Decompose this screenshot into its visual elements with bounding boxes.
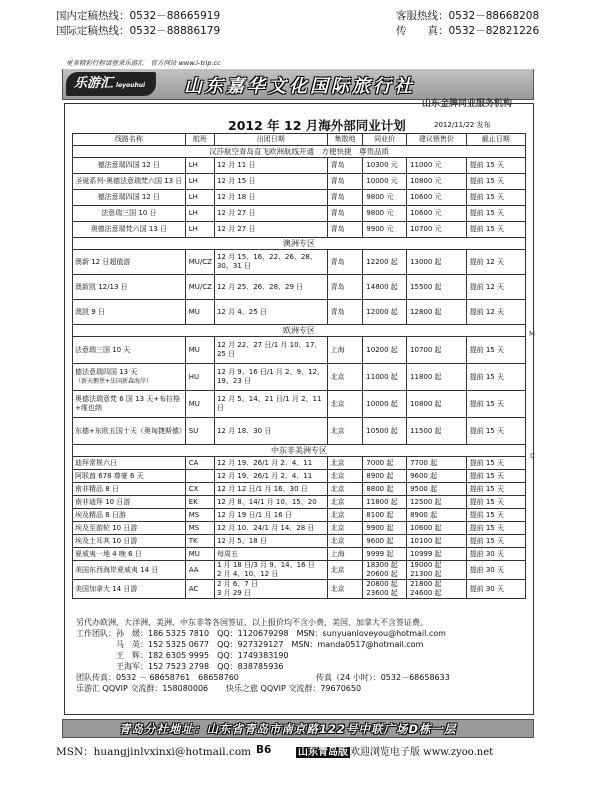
- table-cell: 14800 起: [363, 275, 407, 300]
- table-cell: 10700 元: [407, 222, 467, 238]
- cell-line: 2 月 4、10、12 日: [216, 570, 279, 578]
- table-cell: 青岛: [327, 206, 363, 222]
- tour-table: [72, 133, 526, 599]
- col-flight: 航班: [185, 134, 214, 146]
- table-cell: 12 月 10、24/1 月 14、28 日: [214, 522, 327, 535]
- table-cell: 提前 12 天: [466, 275, 525, 300]
- table-cell: 8900 起: [363, 470, 407, 483]
- table-cell: LH: [185, 222, 214, 238]
- table-cell: LH: [185, 190, 214, 206]
- col-city: 集散地: [327, 134, 363, 146]
- table-row: [73, 548, 526, 561]
- table-cell: 8100 起: [363, 509, 407, 522]
- table-cell: CA: [185, 457, 214, 470]
- table-cell: 10600 元: [407, 206, 467, 222]
- branch-address-bar: 青岛分社地址：山东省青岛市南京路122号中联广场D栋一层: [62, 719, 534, 738]
- col-retail-price: 建议销售价: [407, 134, 467, 146]
- table-row: [73, 222, 526, 238]
- table-cell: 南非精品 8 日: [73, 483, 186, 496]
- table-cell: 澳新凯 12/13 日: [73, 275, 186, 300]
- table-cell: MU/CZ: [185, 250, 214, 275]
- table-cell: 北京: [327, 364, 363, 391]
- table-cell: SU: [185, 418, 214, 445]
- table-cell: 提前 15 天: [466, 509, 525, 522]
- table-cell: [73, 364, 186, 391]
- table-row: [73, 561, 526, 580]
- table-cell: 提前 30 天: [466, 580, 525, 599]
- table-cell: 10700 起: [407, 337, 467, 364]
- table-row: [73, 522, 526, 535]
- table-cell: 北京: [327, 470, 363, 483]
- table-cell: 11500 起: [407, 418, 467, 445]
- table-cell: 奥德法瑞意梵 6 国 13 天+布拉格+维也纳: [73, 391, 186, 418]
- cell-line: 21800 起: [410, 580, 442, 588]
- table-row: [73, 580, 526, 599]
- table-cell: 青岛: [327, 300, 363, 325]
- table-cell: 提前 15 天: [466, 174, 525, 190]
- table-cell: 澳凯 9 日: [73, 300, 186, 325]
- cell-line: 24600 起: [410, 589, 442, 597]
- table-cell: 北京: [327, 483, 363, 496]
- table-cell: 提前 15 天: [466, 364, 525, 391]
- table-row: [73, 535, 526, 548]
- table-cell: 南非迪拜 10 日游: [73, 496, 186, 509]
- table-cell: EK: [185, 496, 214, 509]
- qq-row: 乐游汇 QQVIP 交流群：158080006 快乐之旅 QQVIP 交流群：79670650: [76, 684, 362, 693]
- contact-2: 马 英：152 5325 0677 QQ：927329127 MSN：manda0517@hotmail.com: [116, 640, 424, 649]
- table-row: [73, 457, 526, 470]
- table-cell: 10300 元: [363, 158, 407, 174]
- footer-brand: 山东青岛版 欢迎浏览电子版 www.zyoo.net: [298, 747, 494, 758]
- table-cell: HU: [185, 364, 214, 391]
- section-row: [73, 146, 526, 158]
- table-cell: 提前 30 天: [466, 561, 525, 580]
- table-cell: 北京: [327, 580, 363, 599]
- alliance-tag: 山东金牌同业服务机构: [422, 99, 513, 109]
- table-cell: MU: [185, 391, 214, 418]
- table-cell: 12 月 9、16 日/1 月 2、9、12、19、23 日: [214, 364, 327, 391]
- contact-4: 王海军：152 7523 2798 QQ：838785936: [116, 662, 284, 671]
- table-cell: 埃及土耳其 10 日游: [73, 535, 186, 548]
- table-cell: 10500 起: [363, 418, 407, 445]
- section-row: [73, 238, 526, 250]
- table-row: [73, 275, 526, 300]
- table-row: [73, 509, 526, 522]
- table-cell: [363, 561, 407, 580]
- table-cell: 10800 起: [407, 391, 467, 418]
- table-cell: 12 月 15 日: [214, 174, 327, 190]
- brand-logo: 乐游汇 leyouhui: [66, 72, 156, 96]
- cell-line: 18300 起: [366, 561, 398, 569]
- table-cell: 9800 元: [363, 206, 407, 222]
- service-hotline: 客服热线：0532－88668208: [396, 10, 540, 22]
- contact-row: 工作团队：孙 媛：186 5325 7810 QQ：1120679298 MSN：sunyuanloveyou@hotmail.com: [76, 629, 446, 638]
- table-cell: 美国加拿大 14 日游: [73, 580, 186, 599]
- table-cell: 北京: [327, 535, 363, 548]
- table-cell: 夏威夷一地 4 晚 6 日: [73, 548, 186, 561]
- cell-line: 19000 起: [410, 561, 442, 569]
- table-cell: 7700 起: [407, 457, 467, 470]
- table-cell: 美国东西海岸夏威夷 14 日: [73, 561, 186, 580]
- table-cell: 9900 元: [363, 222, 407, 238]
- side-mark-m: M: [528, 330, 535, 338]
- table-row: [73, 250, 526, 275]
- table-cell: 青岛: [327, 222, 363, 238]
- footer-msn: MSN：huangjinlvxinxi@hotmail.com: [56, 746, 252, 758]
- table-cell: 法意瑞三国 10 天: [73, 337, 186, 364]
- table-cell: 8900 起: [407, 509, 467, 522]
- route-note: （新天鹅堡+法国新森海岸）: [75, 378, 153, 385]
- table-cell: 12 月 12 日/1 月 16、30 日: [214, 483, 327, 496]
- table-cell: 提前 15 天: [466, 470, 525, 483]
- table-cell: CX: [185, 483, 214, 496]
- table-cell: 青岛: [327, 190, 363, 206]
- table-cell: 北京: [327, 496, 363, 509]
- table-row: [73, 158, 526, 174]
- table-cell: 12 月 22、27 日/1 月 10、17、25 日: [214, 337, 327, 364]
- table-cell: 法意瑞三国 10 日: [73, 206, 186, 222]
- page-number: B6: [256, 744, 272, 756]
- table-cell: 11800 起: [363, 496, 407, 509]
- table-cell: 提前 15 天: [466, 190, 525, 206]
- table-cell: 迪拜常规六日: [73, 457, 186, 470]
- contact-3: 王 辉：182 6305 9995 QQ：1749383190: [116, 651, 289, 660]
- table-cell: 提前 15 天: [466, 222, 525, 238]
- table-cell: LH: [185, 174, 214, 190]
- col-deadline: 截止日期: [466, 134, 525, 146]
- section-row: [73, 445, 526, 457]
- table-row: [73, 206, 526, 222]
- table-cell: 10000 起: [363, 391, 407, 418]
- cell-line: 20800 起: [366, 580, 398, 588]
- visa-note: 另代办欧洲、大洋洲、美洲、中东非等各国签证，以上报价均不含小费，美国、加拿大不含签证费。: [76, 618, 428, 627]
- table-cell: 10800 元: [407, 174, 467, 190]
- table-cell: 10200 起: [363, 337, 407, 364]
- table-cell: 12 月 19 日/1 月 16 日: [214, 509, 327, 522]
- table-cell: 9600 起: [407, 470, 467, 483]
- cell-line: 2 月 6、7 日: [216, 580, 258, 588]
- table-cell: 12500 起: [407, 496, 467, 509]
- section-title: 汉莎航空青岛直飞欧洲航线开通 方便快捷 尊贵品质: [73, 146, 526, 158]
- table-cell: [185, 470, 214, 483]
- table-cell: TK: [185, 535, 214, 548]
- table-cell: MU: [185, 337, 214, 364]
- table-cell: 12200 起: [363, 250, 407, 275]
- table-cell: AA: [185, 561, 214, 580]
- table-cell: 12 月 18 日: [214, 190, 327, 206]
- table-cell: MS: [185, 522, 214, 535]
- table-cell: 9900 起: [363, 522, 407, 535]
- table-row: [73, 364, 526, 391]
- table-row: [73, 496, 526, 509]
- table-cell: 提前 15 天: [466, 496, 525, 509]
- agency-name: 山东嘉华文化国际旅行社: [184, 76, 415, 97]
- table-row: [73, 300, 526, 325]
- table-cell: 提前 15 天: [466, 418, 525, 445]
- table-cell: [363, 580, 407, 599]
- contact-1: 孙 媛：186 5325 7810 QQ：1120679298 MSN：sunyuanloveyou@hotmail.com: [116, 629, 446, 638]
- table-cell: 北京: [327, 418, 363, 445]
- table-cell: 提前 15 天: [466, 206, 525, 222]
- table-cell: 11000 元: [407, 158, 467, 174]
- table-cell: [407, 561, 467, 580]
- cell-line: 3 月 29 日: [216, 589, 251, 597]
- table-cell: MU: [185, 548, 214, 561]
- table-cell: 12 月 18、30 日: [214, 418, 327, 445]
- cell-line: 23600 起: [366, 589, 398, 597]
- fax-number: 传 真：0532－82821226: [396, 25, 540, 37]
- table-cell: 12 月 5、14、21 日/1 月 2、11 日: [214, 391, 327, 418]
- table-cell: 11800 起: [407, 364, 467, 391]
- table-cell: 12 月 19、26/1 月 2、4、11: [214, 470, 327, 483]
- table-cell: 12 月 5、18 日: [214, 535, 327, 548]
- table-cell: 10000 元: [363, 174, 407, 190]
- table-cell: 北京: [327, 522, 363, 535]
- table-cell: 北京: [327, 457, 363, 470]
- table-cell: 13000 起: [407, 250, 467, 275]
- table-cell: 提前 30 天: [466, 548, 525, 561]
- table-cell: 澳新 12 日超值游: [73, 250, 186, 275]
- table-cell: 提前 15 天: [466, 483, 525, 496]
- table-cell: 提前 12 天: [466, 300, 525, 325]
- table-row: [73, 337, 526, 364]
- table-cell: 10100 起: [407, 535, 467, 548]
- table-cell: 10600 起: [407, 522, 467, 535]
- table-cell: 提前 12 天: [466, 250, 525, 275]
- domestic-hotline: 国内定稿热线：0532－88665919: [56, 10, 221, 22]
- table-cell: 青岛: [327, 158, 363, 174]
- table-cell: 北京: [327, 561, 363, 580]
- table-cell: 埃及精品 8 日游: [73, 509, 186, 522]
- table-cell: 每周五: [214, 548, 327, 561]
- table-cell: 9500 起: [407, 483, 467, 496]
- table-cell: 10999 起: [407, 548, 467, 561]
- table-cell: 提前 15 天: [466, 391, 525, 418]
- table-cell: [214, 561, 327, 580]
- table-cell: 提前 15 天: [466, 522, 525, 535]
- notes-block: [76, 617, 450, 694]
- section-row: [73, 325, 526, 337]
- section-title: 中东非美洲专区: [73, 445, 526, 457]
- table-cell: 12 月 15、16、22、26、28、30、31 日: [214, 250, 327, 275]
- table-row: [73, 190, 526, 206]
- fax-row: 团队传真：0532 － 68658761 68658760 传真（24 小时）：0532－68658633: [76, 673, 450, 682]
- table-cell: 提前 15 天: [466, 457, 525, 470]
- table-cell: 德法意瑞四国 12 日: [73, 158, 186, 174]
- table-row: [73, 483, 526, 496]
- table-cell: AC: [185, 580, 214, 599]
- table-cell: 青岛: [327, 250, 363, 275]
- table-row: [73, 174, 526, 190]
- table-cell: MS: [185, 509, 214, 522]
- table-cell: 提前 15 天: [466, 337, 525, 364]
- table-cell: 12800 起: [407, 300, 467, 325]
- table-cell: 9800 元: [363, 190, 407, 206]
- table-cell: 12 月 27 日: [214, 206, 327, 222]
- table-cell: LH: [185, 206, 214, 222]
- table-cell: 15500 起: [407, 275, 467, 300]
- table-cell: [214, 580, 327, 599]
- table-header-row: [73, 134, 526, 146]
- intl-hotline: 国际定稿热线：0532－88886179: [56, 25, 221, 37]
- table-cell: 提前 15 天: [466, 535, 525, 548]
- publish-date: 2012/11/22 发布: [434, 121, 491, 129]
- table-cell: 青岛: [327, 275, 363, 300]
- table-cell: 提前 15 天: [466, 158, 525, 174]
- col-trade-price: 同业价: [363, 134, 407, 146]
- table-cell: 12 月 4、25 日: [214, 300, 327, 325]
- section-title: 澳洲专区: [73, 238, 526, 250]
- table-cell: LH: [185, 158, 214, 174]
- table-cell: 11000 起: [363, 364, 407, 391]
- table-cell: 北京: [327, 391, 363, 418]
- table-cell: 8800 起: [363, 483, 407, 496]
- table-cell: 奥德法意瑞梵六国 13 日: [73, 222, 186, 238]
- table-cell: 埃及至游轮 10 日游: [73, 522, 186, 535]
- table-cell: 9600 起: [363, 535, 407, 548]
- table-cell: 圣诞系列-奥德法意瑞梵六国 13 日: [73, 174, 186, 190]
- table-cell: 阿联酋 678 尊豪 6 天: [73, 470, 186, 483]
- table-row: [73, 470, 526, 483]
- cell-line: 1 月 18 日/3 月 9、14、16 日: [216, 561, 315, 569]
- table-cell: [407, 580, 467, 599]
- table-cell: 上海: [327, 548, 363, 561]
- table-cell: 12000 起: [363, 300, 407, 325]
- table-cell: 12 月 11 日: [214, 158, 327, 174]
- cell-line: 21300 起: [410, 570, 442, 578]
- section-title: 欧洲专区: [73, 325, 526, 337]
- cell-line: 20600 起: [366, 570, 398, 578]
- banner-slogan: 更多精彩行程请登录乐游汇 官方网站 www.i-trip.cc: [62, 58, 534, 69]
- table-cell: 德法意瑞四国 12 日: [73, 190, 186, 206]
- col-date: 出团日期: [214, 134, 327, 146]
- col-route: 线路名称: [73, 134, 186, 146]
- table-cell: 上海: [327, 337, 363, 364]
- table-cell: MU: [185, 300, 214, 325]
- table-cell: 12 月 25、26、28、29 日: [214, 275, 327, 300]
- table-cell: MU/CZ: [185, 275, 214, 300]
- table-cell: 北京: [327, 509, 363, 522]
- table-cell: 东德+东欧五国十天（奥匈捷斯德）: [73, 418, 186, 445]
- table-row: [73, 391, 526, 418]
- side-mark-c: C: [530, 452, 535, 460]
- table-cell: 10600 元: [407, 190, 467, 206]
- page-title: 2012 年 12 月海外部同业计划: [228, 118, 406, 133]
- table-cell: 7000 起: [363, 457, 407, 470]
- table-cell: 9999 起: [363, 548, 407, 561]
- table-cell: 12 月 27 日: [214, 222, 327, 238]
- table-row: [73, 418, 526, 445]
- table-cell: 12 月 8、14/1 月 10、15、20: [214, 496, 327, 509]
- table-cell: 12 月 19、26/1 月 2、4、11: [214, 457, 327, 470]
- route-name: 德法意瑞四国 13 天: [75, 368, 138, 376]
- table-cell: 青岛: [327, 174, 363, 190]
